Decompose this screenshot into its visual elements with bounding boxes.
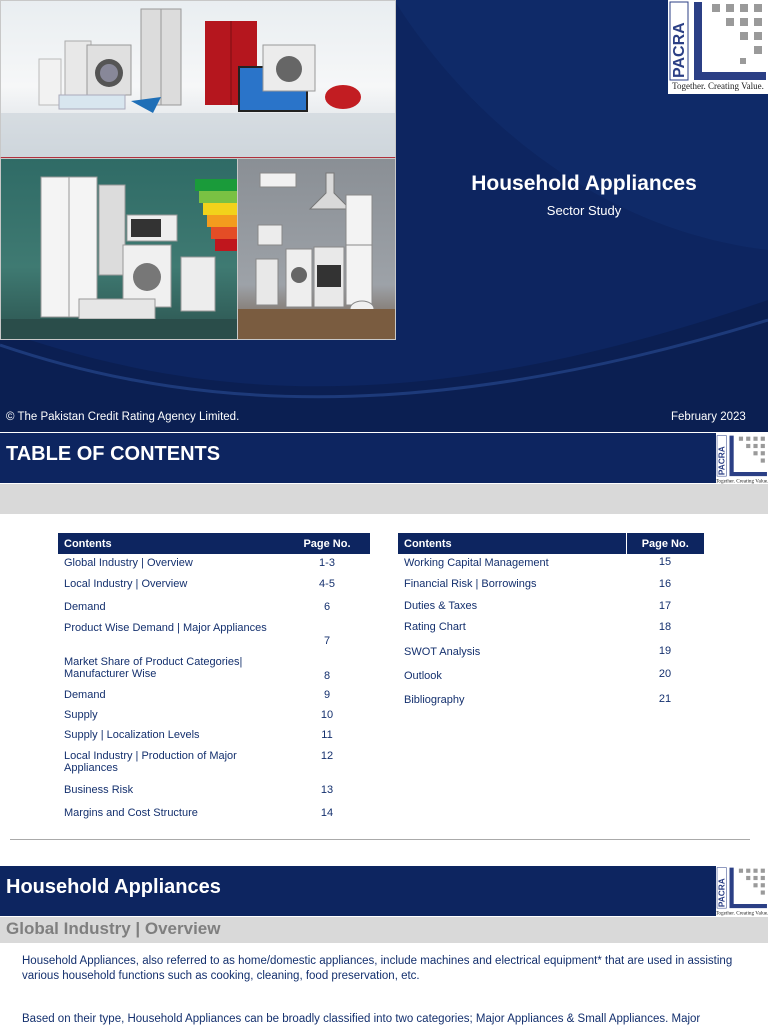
toc-row[interactable] bbox=[398, 664, 704, 688]
toc-entry-page: 18 bbox=[658, 621, 672, 633]
toc-entry-page: 7 bbox=[323, 635, 331, 647]
toc-header-row bbox=[398, 533, 704, 554]
toc-row[interactable] bbox=[58, 727, 370, 747]
toc-row[interactable] bbox=[58, 803, 370, 825]
toc-entry-page: 15 bbox=[658, 556, 672, 568]
toc-table-right bbox=[398, 533, 704, 712]
toc-entry-label[interactable]: Supply | Localization Levels bbox=[64, 729, 200, 741]
toc-row[interactable] bbox=[58, 619, 370, 653]
appliances-photo-top bbox=[0, 0, 396, 159]
toc-row[interactable] bbox=[398, 597, 704, 618]
toc-entry-page: 17 bbox=[658, 600, 672, 612]
pacra-logo bbox=[716, 434, 768, 484]
cover-date: February 2023 bbox=[671, 411, 746, 423]
toc-row[interactable] bbox=[58, 707, 370, 727]
svg-text:PACRA: PACRA bbox=[716, 446, 727, 476]
toc-entry-page: 13 bbox=[320, 784, 334, 796]
toc-entry-label[interactable]: Business Risk bbox=[64, 784, 134, 796]
svg-text:PACRA: PACRA bbox=[671, 22, 688, 78]
toc-entry-label[interactable]: Duties & Taxes bbox=[404, 600, 478, 612]
appliances-photo-bottom-left bbox=[0, 158, 238, 340]
toc-row[interactable] bbox=[58, 653, 370, 687]
toc-col-contents: Contents bbox=[58, 533, 284, 554]
cover-title: Household Appliances bbox=[471, 172, 697, 195]
toc-row[interactable] bbox=[58, 781, 370, 803]
section-title: Household Appliances bbox=[6, 876, 221, 898]
toc-row[interactable] bbox=[58, 747, 370, 781]
svg-text:PACRA: PACRA bbox=[716, 878, 727, 908]
toc-entry-page: 19 bbox=[658, 645, 672, 657]
toc-entry-page: 4-5 bbox=[319, 578, 335, 590]
page-divider bbox=[10, 839, 750, 840]
toc-row[interactable] bbox=[58, 687, 370, 707]
copyright-text: © The Pakistan Credit Rating Agency Limited. bbox=[6, 411, 240, 423]
toc-entry-page: 21 bbox=[658, 693, 672, 705]
toc-table-left bbox=[58, 533, 370, 825]
toc-entry-page: 14 bbox=[320, 807, 334, 819]
toc-entry-page: 10 bbox=[320, 709, 334, 721]
toc-entry-page: 8 bbox=[323, 670, 331, 682]
toc-entry-label[interactable]: Rating Chart bbox=[404, 621, 466, 633]
toc-entry-label[interactable]: Outlook bbox=[404, 670, 442, 682]
toc-entry-label[interactable]: Bibliography bbox=[404, 694, 465, 706]
toc-col-page: Page No. bbox=[284, 533, 370, 554]
cover-subtitle: Sector Study bbox=[546, 203, 622, 218]
toc-entry-page: 9 bbox=[323, 689, 331, 701]
toc-entry-page: 1-3 bbox=[319, 557, 335, 569]
toc-row[interactable] bbox=[398, 554, 704, 575]
toc-entry-label[interactable]: Demand bbox=[64, 601, 106, 613]
body-paragraph: Based on their type, Household Appliances can be broadly classified into two categories; Major Appliances & Small Appliances. Major bbox=[22, 1013, 701, 1025]
svg-text:Together. Creating Value.: Together. Creating Value. bbox=[716, 478, 768, 484]
toc-entry-label[interactable]: Margins and Cost Structure bbox=[64, 807, 198, 819]
toc-entry-label[interactable]: Global Industry | Overview bbox=[64, 557, 193, 569]
svg-text:Together. Creating Value.: Together. Creating Value. bbox=[716, 910, 768, 916]
toc-row[interactable] bbox=[58, 575, 370, 597]
toc-row[interactable] bbox=[398, 618, 704, 640]
pacra-logo bbox=[668, 0, 768, 94]
toc-entry-page: 20 bbox=[658, 668, 672, 680]
pacra-logo bbox=[716, 866, 768, 916]
toc-col-page: Page No. bbox=[626, 533, 704, 554]
toc-row[interactable] bbox=[58, 597, 370, 619]
body-paragraph: Household Appliances, also referred to as home/domestic appliances, include machines and electrical equipment* that are used in assisting various household functions such as cooking, cleaning, food preservation, etc. bbox=[22, 955, 733, 982]
toc-title: TABLE OF CONTENTS bbox=[6, 443, 221, 465]
toc-entry-page: 16 bbox=[658, 578, 672, 590]
toc-entry-page: 11 bbox=[321, 729, 333, 741]
toc-entry-label[interactable]: Local Industry | Overview bbox=[64, 578, 188, 590]
toc-entry-label[interactable]: Working Capital Management bbox=[404, 557, 549, 569]
toc-row[interactable] bbox=[58, 554, 370, 575]
toc-entry-label[interactable]: Demand bbox=[64, 689, 106, 701]
toc-entry-label[interactable]: Financial Risk | Borrowings bbox=[404, 578, 537, 590]
toc-entry-page: 12 bbox=[320, 750, 334, 762]
toc-entry-label[interactable]: Product Wise Demand | Major Appliances bbox=[64, 622, 267, 634]
toc-header-row bbox=[58, 533, 370, 554]
toc-grey-band bbox=[0, 484, 768, 514]
appliances-photo-bottom-right bbox=[237, 158, 396, 340]
toc-row[interactable] bbox=[398, 575, 704, 597]
toc-entry-label[interactable]: Local Industry | Production of Major Appliances bbox=[64, 750, 237, 774]
section-subtitle: Global Industry | Overview bbox=[6, 919, 221, 938]
pacra-tagline: Together. Creating Value. bbox=[672, 81, 764, 91]
toc-entry-label[interactable]: SWOT Analysis bbox=[404, 646, 481, 658]
cover-page bbox=[0, 0, 768, 432]
toc-row[interactable] bbox=[398, 688, 704, 712]
toc-entry-page: 6 bbox=[323, 601, 331, 613]
toc-row[interactable] bbox=[398, 640, 704, 664]
toc-entry-label[interactable]: Supply bbox=[64, 709, 98, 721]
toc-col-contents: Contents bbox=[398, 533, 626, 554]
toc-entry-label[interactable]: Market Share of Product Categories| Manufacturer Wise bbox=[64, 656, 243, 680]
